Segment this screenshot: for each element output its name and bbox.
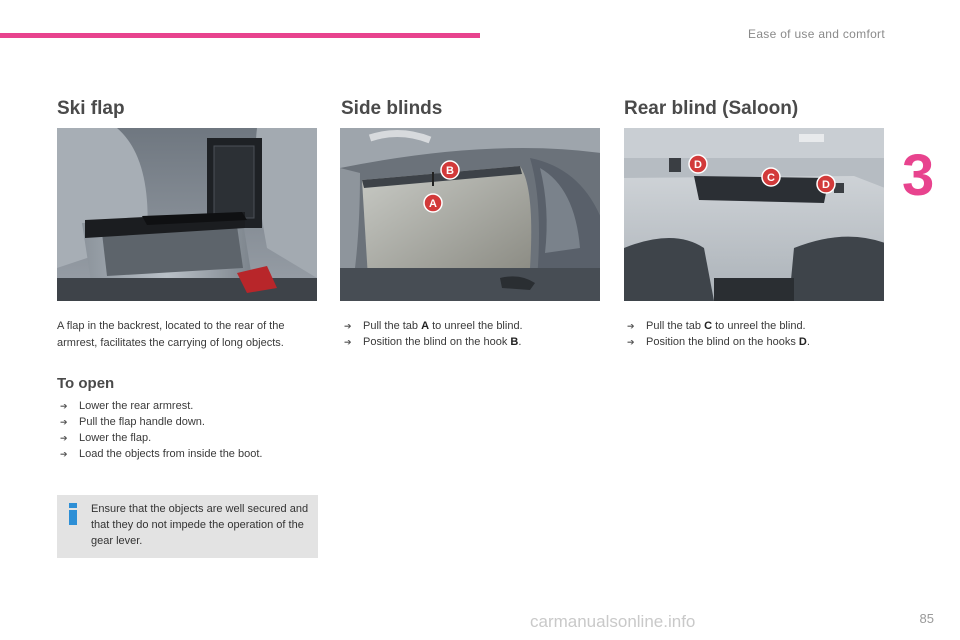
watermark-text: carmanualsonline.info (530, 612, 696, 631)
arrow-bullet-icon: ➔ (344, 337, 352, 347)
rear-blind-steps (624, 318, 886, 350)
chapter-number: 3 (902, 143, 935, 208)
label-b-marker (440, 160, 460, 180)
section-title: Ease of use and comfort (748, 27, 885, 41)
ski-flap-title: Ski flap (57, 98, 125, 119)
label-a-marker (423, 193, 443, 213)
list-item: ➔ Lower the rear armrest. (60, 400, 194, 412)
info-note-box (57, 495, 318, 558)
list-item: ➔ Lower the flap. (60, 432, 152, 444)
svg-text:C: C (767, 172, 775, 184)
to-open-heading: To open (57, 375, 115, 392)
label-d-marker (688, 154, 708, 174)
label-d-marker (816, 174, 836, 194)
label-c-marker (761, 167, 781, 187)
list-item: ➔ Pull the tab A to unreel the blind. (344, 320, 523, 332)
list-item: ➔ Pull the tab C to unreel the blind. (627, 320, 806, 332)
page-number: 85 (919, 611, 934, 626)
info-note-text: Ensure that the objects are well secured and that they do not impede the operation of the gear lever. (91, 503, 309, 547)
svg-text:B: B (446, 165, 454, 177)
info-icon (66, 503, 80, 525)
list-item: ➔ Load the objects from inside the boot. (60, 448, 263, 460)
arrow-bullet-icon: ➔ (627, 321, 635, 331)
ski-flap-photo (57, 128, 317, 301)
header-accent-bar (0, 33, 480, 38)
arrow-bullet-icon: ➔ (60, 417, 68, 427)
list-item: ➔ Position the blind on the hook B. (344, 336, 522, 348)
svg-text:D: D (694, 159, 702, 171)
arrow-bullet-icon: ➔ (60, 449, 68, 459)
list-item: ➔ Position the blind on the hooks D. (627, 336, 810, 348)
ski-flap-description: A flap in the backrest, located to the rear of the armrest, facilitates the carrying of long objects. (57, 320, 285, 349)
list-item: ➔ Pull the flap handle down. (60, 416, 205, 428)
arrow-bullet-icon: ➔ (627, 337, 635, 347)
rear-blind-title: Rear blind (Saloon) (624, 98, 799, 119)
side-blinds-steps (341, 318, 603, 350)
arrow-bullet-icon: ➔ (60, 433, 68, 443)
side-blinds-photo (340, 128, 600, 301)
side-blinds-title: Side blinds (341, 98, 443, 119)
arrow-bullet-icon: ➔ (344, 321, 352, 331)
svg-text:A: A (429, 198, 437, 210)
ski-flap-steps (57, 398, 319, 462)
svg-text:D: D (822, 179, 830, 191)
rear-blind-photo (624, 128, 884, 301)
arrow-bullet-icon: ➔ (60, 401, 68, 411)
